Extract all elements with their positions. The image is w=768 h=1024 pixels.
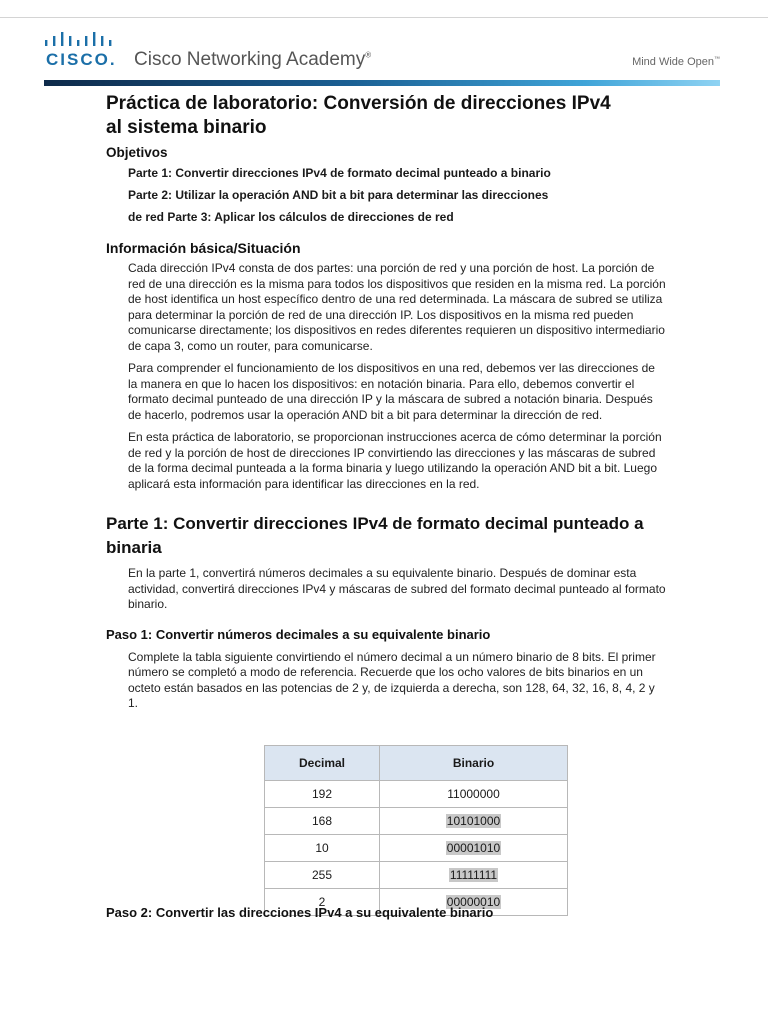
column-header-decimal: Decimal [265,746,380,781]
binary-answer-highlighted: 11111111 [449,868,498,882]
decimal-cell: 2 [265,889,380,916]
objectives-list [106,162,666,228]
cisco-bars-logo [44,32,116,48]
background-paragraph: Para comprender el funcionamiento de los dispositivos en una red, debemos ver las direcciones de la manera en que lo hacen los dispositivos: en notación binaria. Para ello, debemos convertir el formato decimal punteado de una dirección IP y la máscara de subred a notación binaria. Después de hacerlo, podremos usar la operación AND bit a bit para determinar la dirección de red. [128,361,655,422]
objective-item: Parte 2: Utilizar la operación AND bit a bit para determinar las direcciones [128,188,549,202]
binary-value: 11000000 [447,787,500,801]
table-header-row [265,746,568,781]
doc-title-line1: Práctica de laboratorio: Conversión de direcciones IPv4 [106,93,611,114]
objective-item: de red Parte 3: Aplicar los cálculos de direcciones de red [128,210,454,224]
academy-name: Cisco Networking Academy [134,49,366,70]
decimal-cell: 168 [265,808,380,835]
document-body [106,92,666,712]
binary-cell [380,808,568,835]
objective-item: Parte 1: Convertir direcciones IPv4 de formato decimal punteado a binario [128,166,551,180]
academy-title [134,49,371,71]
column-header-binary: Binario [380,746,568,781]
binary-cell [380,781,568,808]
binary-answer-highlighted: 10101000 [446,814,501,828]
binary-answer-highlighted: 00001010 [446,841,501,855]
registered-mark: ® [365,50,372,60]
background-paragraph: Cada dirección IPv4 consta de dos partes: una porción de red y una porción de host. La porción de red de una dirección es la misma para todos los dispositivos que residen en la misma red. La porción de host identifica un host específico dentro de una red determinada. La máscara de subred se utiliza para determinar la porción de red de una dirección IP. Los dispositivos en la misma red pueden comunicarse directamente; los dispositivos en redes diferentes requieren un dispositivo intermediario de capa 3, como un router, para comunicarse. [128,261,666,353]
decimal-cell: 192 [265,781,380,808]
background-heading: Información básica/Situación [106,240,301,256]
decimal-binary-table [264,745,568,916]
part1-heading-line2: binaria [106,538,162,557]
binary-cell [380,862,568,889]
part1-paragraph: En la parte 1, convertirá números decimales a su equivalente binario. Después de dominar esta actividad, convertirá direcciones IPv4 y máscaras de subred del formato decimal punteado al formato binario. [128,566,666,611]
top-divider [0,17,768,18]
doc-title-line2: al sistema binario [106,117,267,138]
tagline [632,56,720,68]
tagline-text: Mind Wide Open [632,56,714,68]
decimal-cell: 10 [265,835,380,862]
decimal-cell: 255 [265,862,380,889]
binary-answer-highlighted: 00000010 [446,895,501,909]
trademark-mark: ™ [714,56,720,63]
header-gradient-bar [44,80,720,86]
binary-cell [380,835,568,862]
step1-paragraph: Complete la tabla siguiente convirtiendo el número decimal a un número binario de 8 bits. El primer número se completó a modo de referencia. Recuerde que los ocho valores de bits binarios en un octeto están basados en las potencias de 2 y, de izquierda a derecha, son 128, 64, 32, 16, 8, 4, 2 y 1. [128,649,656,710]
part1-heading-line1: Parte 1: Convertir direcciones IPv4 de formato decimal punteado a [106,514,644,533]
table-row [265,835,568,862]
table-row [265,781,568,808]
cisco-wordmark: CISCO. [46,50,117,69]
table-row [265,808,568,835]
objectives-heading: Objetivos [106,145,168,160]
table-row [265,862,568,889]
page-header [44,28,724,78]
background-paragraph: En esta práctica de laboratorio, se proporcionan instrucciones acerca de cómo determinar la porción de red y la porción de host de direcciones IP convirtiendo las direcciones y las máscaras de subred de la forma decimal punteada a la forma binaria y luego utilizando la operación AND bit a bit. Luego aplicará esta información para identificar las direcciones en la red. [128,430,662,491]
step1-heading: Paso 1: Convertir números decimales a su equivalente binario [106,626,491,642]
step2-heading: Paso 2: Convertir las direcciones IPv4 a su equivalente binario [106,905,494,920]
